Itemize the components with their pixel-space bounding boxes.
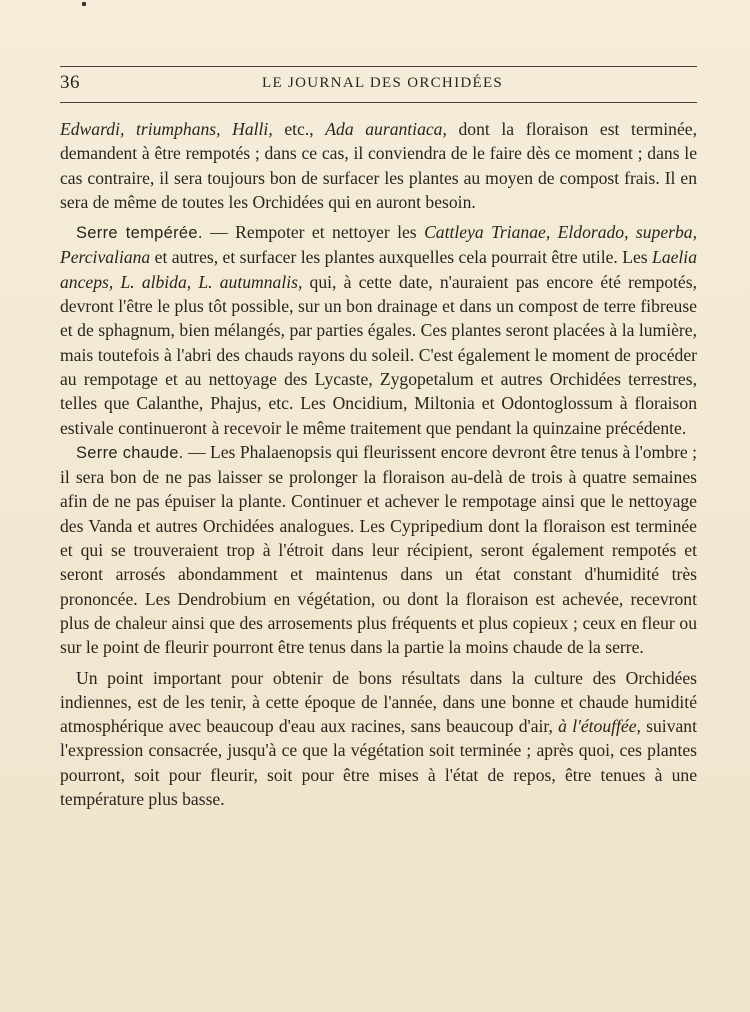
text-run: — Les Phalaenopsis qui fleurissent encore devront être tenus à l'ombre ; il sera bon de ne pas laisser se prolonger la floraison au-delà de trois à quatre semaines afin de ne pas épuiser la plante. Continuer et achever le rempotage ainsi que le nettoyage des Vanda et autres Orchidées analogues. Les Cypripedium dont la floraison est terminée et qui se trouveraient trop à l'étroit dans leur récipient, seront également rempotés et seront arrosés abondamment et maintenus dans un état constant d'humidité très prononcée. Les Dendrobium en végétation, ou dont la floraison est achevée, recevront plus de chaleur ainsi que des arrosements plus fréquents et plus copieux ; ceux en fleur ou sur le point de fleurir pourront être tenus dans la partie la moins chaude de la serre. [60, 441, 697, 658]
page-number: 36 [60, 72, 80, 93]
paragraph-continuation [60, 117, 697, 214]
text-run: etc., [272, 119, 326, 139]
paragraph-point-important [60, 666, 697, 812]
header-rule-bottom [60, 102, 697, 103]
text-run: dont la floraison est terminée, demandent à être rempotés ; dans ce cas, il conviendra de le faire dès ce moment ; dans le cas contraire, il sera toujours bon de surfacer les plantes au moyen de compost frais. Il en sera de même de toutes les Orchidées qui en auront besoin. [60, 119, 697, 212]
species-names: Edwardi, triumphans, Halli, [60, 119, 273, 139]
header-rule-top [60, 66, 697, 67]
text-run: qui, à cette date, n'auraient pas encore été rempotés, devront l'être le plus tôt possible, sur un bon drainage et dans un compost de terre fibreuse et de sphagnum, bien mélangés, par parties égales. Ces plantes seront placées à la lumière, mais toutefois à l'abri des chauds rayons du soleil. C'est également le moment de procéder au rempotage et au nettoyage des Lycaste, Zygopetalum et autres Orchidées terrestres, telles que Calanthe, Phajus, etc. Les Oncidium, Miltonia et Odontoglossum à floraison estivale continueront à recevoir le même traitement que pendant la quinzaine précédente. [60, 271, 697, 438]
article-body [60, 117, 697, 811]
text-run: — Rempoter et nettoyer les [202, 222, 425, 243]
running-title: LE JOURNAL DES ORCHIDÉES [262, 75, 504, 91]
text-run: suivant l'expression consacrée, jusqu'à ce que la végétation soit terminée ; après quoi, ces plantes pourront, soit pour fleurir, soit pour être mises à l'état de repos, être tenues à une température plus basse. [60, 716, 697, 810]
italic-phrase: à l'étouffée, [558, 716, 641, 737]
text-run: et autres, et surfacer les plantes auxquelles cela pourrait être utile. Les [150, 247, 653, 268]
ink-speck [82, 2, 86, 6]
section-heading-serre-chaude: Serre chaude. [76, 443, 184, 462]
section-heading-serre-temperee: Serre tempérée. [76, 224, 203, 243]
species-names: Laelia anceps, L. albida, L. autumnalis, [60, 247, 697, 292]
species-names: Cattleya Trianae, Eldorado, superba, Percivaliana [60, 222, 698, 268]
species-name: Ada aurantiaca, [325, 119, 447, 139]
paragraph-serre-temperee [60, 220, 697, 440]
text-run: Un point important pour obtenir de bons résultats dans la culture des Orchidées indiennes, est de les tenir, à cette époque de l'année, dans une bonne et chaude humidité atmosphérique avec beaucoup d'eau aux racines, sans beaucoup d'air, [60, 667, 697, 737]
paragraph-serre-chaude [60, 440, 697, 660]
